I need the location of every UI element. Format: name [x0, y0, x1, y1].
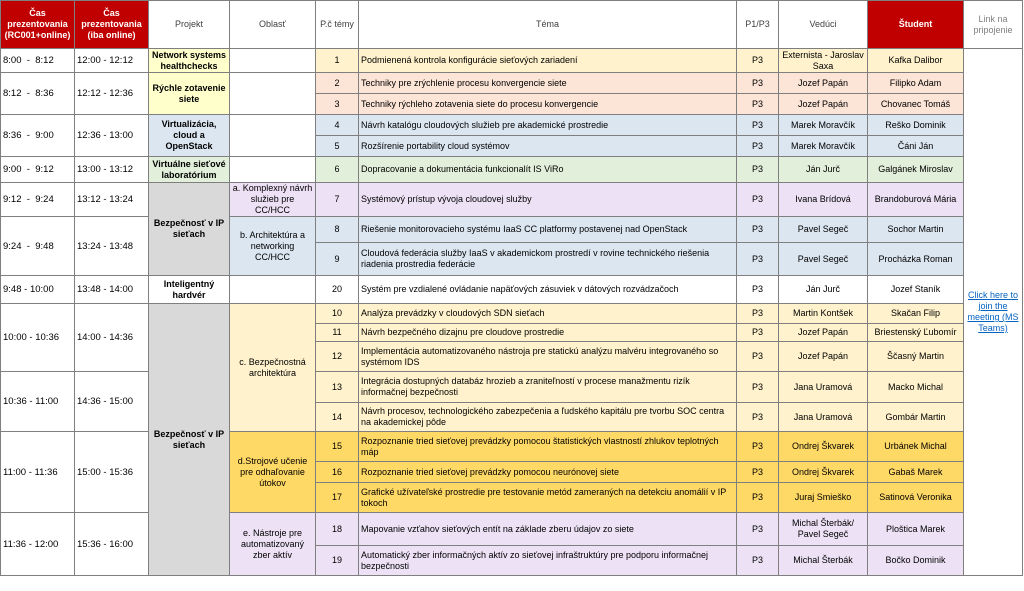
topic-title: Návrh procesov, technologického zabezpečenia a ľudského kapitálu pre tvorbu SOC centra na akademickej pôde — [359, 403, 737, 432]
header-topic-no: P.č témy — [316, 1, 359, 49]
header-area: Oblasť — [230, 1, 316, 49]
time-slot-online: 15:00 - 15:36 — [75, 432, 149, 513]
phase-cell: P3 — [737, 49, 779, 73]
header-supervisor: Vedúci — [779, 1, 868, 49]
topic-title: Cloudová federácia služby IaaS v akademickom prostredí v rovine technického riešenia riadenia prostredia federácie — [359, 243, 737, 276]
header-student: Študent — [868, 1, 964, 49]
supervisor-cell: Juraj Smieško — [779, 483, 868, 513]
area-cell: e. Nástroje pre automatizovaný zber aktív — [230, 513, 316, 576]
topic-title: Návrh bezpečného dizajnu pre cloudove prostredie — [359, 324, 737, 342]
phase-cell: P3 — [737, 276, 779, 304]
header-project: Projekt — [149, 1, 230, 49]
time-slot-online: 14:00 - 14:36 — [75, 304, 149, 372]
topic-number: 16 — [316, 462, 359, 483]
phase-cell: P3 — [737, 115, 779, 136]
student-cell: Bočko Dominik — [868, 546, 964, 576]
topic-title: Systém pre vzdialené ovládanie napäťových zásuviek v dátových rozvádzačoch — [359, 276, 737, 304]
time-slot-rc: 11:36 - 12:00 — [1, 513, 75, 576]
topic-title: Návrh katalógu cloudových služieb pre akademické prostredie — [359, 115, 737, 136]
topic-number: 11 — [316, 324, 359, 342]
topic-number: 5 — [316, 136, 359, 157]
project-cell: Virtualizácia, cloud a OpenStack — [149, 115, 230, 157]
time-slot-online: 12:00 - 12:12 — [75, 49, 149, 73]
time-slot-rc: 10:36 - 11:00 — [1, 372, 75, 432]
student-cell: Skačan Filip — [868, 304, 964, 324]
topic-number: 10 — [316, 304, 359, 324]
join-meeting-link[interactable]: Click here to join the meeting (MS Teams) — [967, 290, 1019, 333]
header-link: Link na pripojenie — [964, 1, 1023, 49]
topic-number: 2 — [316, 73, 359, 94]
student-cell: Chovanec Tomáš — [868, 94, 964, 115]
time-slot-rc: 8:36 - 9:00 — [1, 115, 75, 157]
time-slot-rc: 10:00 - 10:36 — [1, 304, 75, 372]
supervisor-cell: Jozef Papán — [779, 342, 868, 372]
topic-title: Automatický zber informačných aktív zo sieťovej infraštruktúry pre podporu informačnej bezpečnosti — [359, 546, 737, 576]
project-cell: Inteligentný hardvér — [149, 276, 230, 304]
header-time-online: Čas prezentovania (iba online) — [75, 1, 149, 49]
topic-title: Analýza prevádzky v cloudových SDN sieťach — [359, 304, 737, 324]
student-cell: Kafka Dalibor — [868, 49, 964, 73]
table-row — [1, 73, 1023, 94]
student-cell: Briestenský Ľubomír — [868, 324, 964, 342]
area-cell — [230, 157, 316, 183]
topic-number: 15 — [316, 432, 359, 462]
supervisor-cell: Ján Jurč — [779, 276, 868, 304]
area-cell — [230, 49, 316, 73]
phase-cell: P3 — [737, 304, 779, 324]
supervisor-cell: Ondrej Škvarek — [779, 462, 868, 483]
phase-cell: P3 — [737, 324, 779, 342]
project-cell: Rýchle zotavenie siete — [149, 73, 230, 115]
supervisor-cell: Pavel Segeč — [779, 217, 868, 243]
area-cell — [230, 115, 316, 157]
time-slot-rc: 9:12 - 9:24 — [1, 183, 75, 217]
phase-cell: P3 — [737, 432, 779, 462]
topic-number: 14 — [316, 403, 359, 432]
supervisor-cell: Externista - Jaroslav Saxa — [779, 49, 868, 73]
meeting-link-cell — [964, 49, 1023, 576]
topic-title: Podmienená kontrola konfigurácie sieťových zariadení — [359, 49, 737, 73]
supervisor-cell: Jozef Papán — [779, 73, 868, 94]
phase-cell: P3 — [737, 513, 779, 546]
time-slot-rc: 8:00 - 8:12 — [1, 49, 75, 73]
topic-title: Implementácia automatizovaného nástroja pre statickú analýzu malvéru integrovaného so systémom IDS — [359, 342, 737, 372]
area-cell: a. Komplexný návrh služieb pre CC/HCC — [230, 183, 316, 217]
supervisor-cell: Michal Šterbák — [779, 546, 868, 576]
header-topic: Téma — [359, 1, 737, 49]
time-slot-online: 13:00 - 13:12 — [75, 157, 149, 183]
topic-title: Mapovanie vzťahov sieťových entít na základe zberu údajov zo siete — [359, 513, 737, 546]
topic-title: Riešenie monitorovacieho systému IaaS CC platformy postavenej nad OpenStack — [359, 217, 737, 243]
topic-number: 8 — [316, 217, 359, 243]
project-cell: Bezpečnosť v IP sieťach — [149, 183, 230, 276]
table-row — [1, 304, 1023, 324]
student-cell: Ploštica Marek — [868, 513, 964, 546]
student-cell: Satinová Veronika — [868, 483, 964, 513]
phase-cell: P3 — [737, 483, 779, 513]
area-cell — [230, 73, 316, 115]
topic-title: Integrácia dostupných databáz hrozieb a zraniteľností v procese manažmentu rizík informačnej bezpečnosti — [359, 372, 737, 403]
topic-title: Systémový prístup vývoja cloudovej služby — [359, 183, 737, 217]
topic-number: 18 — [316, 513, 359, 546]
supervisor-cell: Ivana Brídová — [779, 183, 868, 217]
supervisor-cell: Marek Moravčík — [779, 115, 868, 136]
student-cell: Macko Michal — [868, 372, 964, 403]
time-slot-online: 13:12 - 13:24 — [75, 183, 149, 217]
time-slot-online: 13:48 - 14:00 — [75, 276, 149, 304]
student-cell: Urbánek Michal — [868, 432, 964, 462]
topic-number: 6 — [316, 157, 359, 183]
table-row — [1, 183, 1023, 217]
project-cell: Virtuálne sieťové laboratórium — [149, 157, 230, 183]
student-cell: Procházka Roman — [868, 243, 964, 276]
topic-title: Techniky rýchleho zotavenia siete do procesu konvergencie — [359, 94, 737, 115]
topic-number: 19 — [316, 546, 359, 576]
time-slot-rc: 8:12 - 8:36 — [1, 73, 75, 115]
student-cell: Brandoburová Mária — [868, 183, 964, 217]
header-p1p3: P1/P3 — [737, 1, 779, 49]
phase-cell: P3 — [737, 94, 779, 115]
time-slot-rc: 9:24 - 9:48 — [1, 217, 75, 276]
time-slot-online: 13:24 - 13:48 — [75, 217, 149, 276]
time-slot-rc: 9:48 - 10:00 — [1, 276, 75, 304]
supervisor-cell: Jana Uramová — [779, 403, 868, 432]
topic-number: 1 — [316, 49, 359, 73]
phase-cell: P3 — [737, 462, 779, 483]
topic-title: Grafické užívateľské prostredie pre testovanie metód zameraných na detekciu anomálií v IP tokoch — [359, 483, 737, 513]
phase-cell: P3 — [737, 403, 779, 432]
area-cell: d.Strojové učenie pre odhaľovanie útokov — [230, 432, 316, 513]
table-row — [1, 157, 1023, 183]
area-cell: b. Architektúra a networking CC/HCC — [230, 217, 316, 276]
student-cell: Reško Dominik — [868, 115, 964, 136]
student-cell: Ščasný Martin — [868, 342, 964, 372]
topic-title: Rozpoznanie tried sieťovej prevádzky pomocou neurónovej siete — [359, 462, 737, 483]
topic-number: 7 — [316, 183, 359, 217]
time-slot-rc: 9:00 - 9:12 — [1, 157, 75, 183]
student-cell: Filipko Adam — [868, 73, 964, 94]
time-slot-online: 12:36 - 13:00 — [75, 115, 149, 157]
phase-cell: P3 — [737, 73, 779, 94]
phase-cell: P3 — [737, 217, 779, 243]
table-row — [1, 115, 1023, 136]
phase-cell: P3 — [737, 243, 779, 276]
time-slot-rc: 11:00 - 11:36 — [1, 432, 75, 513]
student-cell: Gabaš Marek — [868, 462, 964, 483]
supervisor-cell: Jozef Papán — [779, 324, 868, 342]
student-cell: Jozef Staník — [868, 276, 964, 304]
phase-cell: P3 — [737, 157, 779, 183]
phase-cell: P3 — [737, 136, 779, 157]
supervisor-cell: Ondrej Škvarek — [779, 432, 868, 462]
project-cell: Network systems healthchecks — [149, 49, 230, 73]
area-cell — [230, 276, 316, 304]
supervisor-cell: Martin Kontšek — [779, 304, 868, 324]
project-cell: Bezpečnosť v IP sieťach — [149, 304, 230, 576]
topic-title: Rozpoznanie tried sieťovej prevádzky pomocou štatistických vlastností zhlukov teplotných máp — [359, 432, 737, 462]
topic-number: 4 — [316, 115, 359, 136]
topic-number: 17 — [316, 483, 359, 513]
topic-title: Dopracovanie a dokumentácia funkcionalít IS ViRo — [359, 157, 737, 183]
supervisor-cell: Jozef Papán — [779, 94, 868, 115]
topic-number: 9 — [316, 243, 359, 276]
time-slot-online: 12:12 - 12:36 — [75, 73, 149, 115]
topic-number: 3 — [316, 94, 359, 115]
topic-title: Rozšírenie portability cloud systémov — [359, 136, 737, 157]
phase-cell: P3 — [737, 183, 779, 217]
table-row — [1, 276, 1023, 304]
student-cell: Sochor Martin — [868, 217, 964, 243]
topic-title: Techniky pre zrýchlenie procesu konvergencie siete — [359, 73, 737, 94]
phase-cell: P3 — [737, 372, 779, 403]
supervisor-cell: Michal Šterbák/ Pavel Segeč — [779, 513, 868, 546]
header-time-rc: Čas prezentovania (RC001+online) — [1, 1, 75, 49]
supervisor-cell: Marek Moravčík — [779, 136, 868, 157]
header-row — [1, 1, 1023, 49]
phase-cell: P3 — [737, 546, 779, 576]
student-cell: Galgánek Miroslav — [868, 157, 964, 183]
supervisor-cell: Pavel Segeč — [779, 243, 868, 276]
topic-number: 12 — [316, 342, 359, 372]
topic-number: 13 — [316, 372, 359, 403]
supervisor-cell: Jana Uramová — [779, 372, 868, 403]
topic-number: 20 — [316, 276, 359, 304]
time-slot-online: 15:36 - 16:00 — [75, 513, 149, 576]
student-cell: Gombár Martin — [868, 403, 964, 432]
phase-cell: P3 — [737, 342, 779, 372]
time-slot-online: 14:36 - 15:00 — [75, 372, 149, 432]
area-cell: c. Bezpečnostná architektúra — [230, 304, 316, 432]
supervisor-cell: Ján Jurč — [779, 157, 868, 183]
table-row — [1, 49, 1023, 73]
student-cell: Čáni Ján — [868, 136, 964, 157]
